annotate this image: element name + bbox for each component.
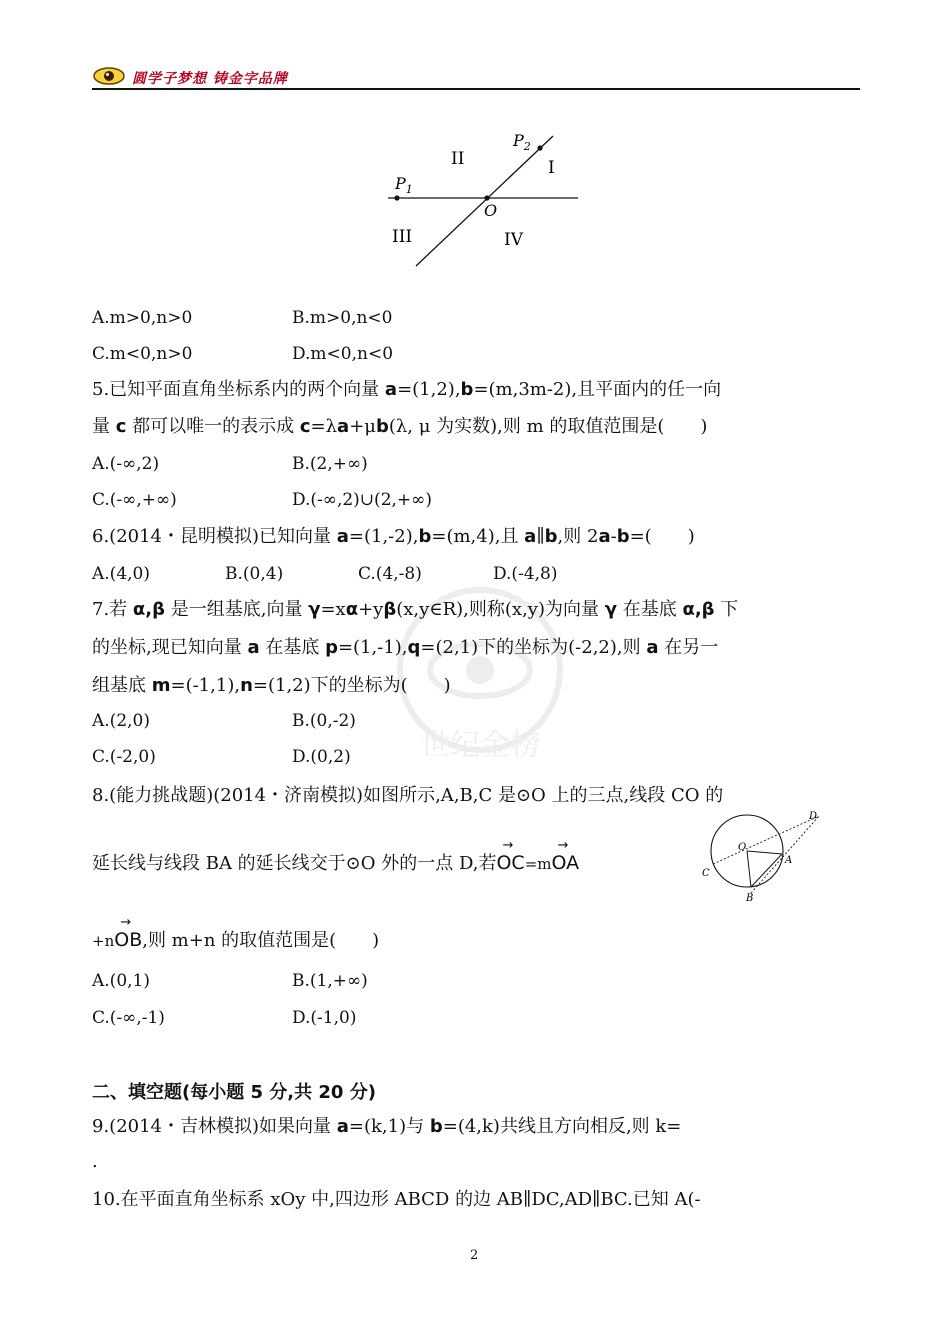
q5-line-2: 量 c 都可以唯一的表示成 c=λa+μb(λ, μ 为实数),则 m 的取值范围是( ) <box>92 416 708 437</box>
q8-option-a: A.(0,1) <box>92 971 150 991</box>
q5-option-a: A.(-∞,2) <box>92 454 160 474</box>
page-number: 2 <box>470 1248 479 1263</box>
q9-line-1: 9.(2014・吉林模拟)如果向量 a=(k,1)与 b=(4,k)共线且方向相反,则 k= <box>92 1116 682 1137</box>
q4-option-a: A.m>0,n>0 <box>92 308 193 328</box>
section-title: 二、填空题(每小题 5 分,共 20 分) <box>92 1082 376 1103</box>
label-o2: O <box>738 842 747 853</box>
label-region-2: II <box>451 149 465 169</box>
vector-oa: → OA <box>551 838 580 874</box>
q6-line-1: 6.(2014・昆明模拟)已知向量 a=(1,-2),b=(m,4),且 a∥b,则 2a-b=( ) <box>92 526 695 547</box>
header-slogan: 圆学子梦想 铸金字品牌 <box>132 71 288 87</box>
vector-oc: → OC <box>496 838 525 874</box>
q7-option-b: B.(0,-2) <box>292 711 356 731</box>
label-d: D <box>809 811 818 822</box>
label-o: O <box>484 201 498 220</box>
label-p1: $P_1$ <box>395 174 413 196</box>
point-p1 <box>394 195 399 200</box>
q8-option-c: C.(-∞,-1) <box>92 1008 165 1028</box>
q7-line-2: 的坐标,现已知向量 a 在基底 p=(1,-1),q=(2,1)下的坐标为(-2,2),则 a 在另一 <box>92 637 719 658</box>
q7-option-c: C.(-2,0) <box>92 747 156 767</box>
q4-option-d: D.m<0,n<0 <box>292 344 394 364</box>
eye-logo-icon <box>92 66 126 86</box>
q5-line-1: 5.已知平面直角坐标系内的两个向量 a=(1,2),b=(m,3m-2),且平面内的任一向 <box>92 379 722 400</box>
line-cd <box>713 816 819 864</box>
figure-regions <box>380 128 590 273</box>
q7-line-1: 7.若 α,β 是一组基底,向量 γ=xα+yβ(x,y∈R),则称(x,y)为向量 γ 在基底 α,β 下 <box>92 599 739 620</box>
q6-option-d: D.(-4,8) <box>493 564 558 584</box>
label-region-4: IV <box>504 230 523 250</box>
label-a: A <box>785 855 793 866</box>
q4-option-b: B.m>0,n<0 <box>292 308 393 328</box>
point-o <box>484 195 489 200</box>
point-p2 <box>537 145 542 150</box>
q7-option-d: D.(0,2) <box>292 747 351 767</box>
q7-line-3: 组基底 m=(-1,1),n=(1,2)下的坐标为( ) <box>92 675 451 696</box>
label-b: B <box>746 893 754 904</box>
segment-ob <box>747 851 751 887</box>
page-header <box>92 64 860 90</box>
q5-option-c: C.(-∞,+∞) <box>92 490 177 510</box>
label-region-3: III <box>392 227 413 247</box>
q9-line-2: . <box>92 1151 98 1172</box>
q8-option-b: B.(1,+∞) <box>292 971 368 991</box>
label-p2: $P_2$ <box>513 131 531 153</box>
vector-ob: → OB <box>114 915 143 951</box>
q8-line-3: +n → OB,则 m+n 的取值范围是( ) <box>92 915 380 951</box>
q6-option-a: A.(4,0) <box>92 564 150 584</box>
label-c: C <box>702 868 710 879</box>
q8-line-2: 延长线与线段 BA 的延长线交于⊙O 外的一点 D,若 → OC=m → OA <box>92 838 580 874</box>
q4-option-c: C.m<0,n>0 <box>92 344 193 364</box>
q5-option-b: B.(2,+∞) <box>292 454 368 474</box>
figure-circle <box>695 806 830 906</box>
segment-oa <box>747 851 782 854</box>
header-rule <box>92 88 860 90</box>
label-region-1: I <box>548 158 555 178</box>
q8-option-d: D.(-1,0) <box>292 1008 357 1028</box>
q10-line-1: 10.在平面直角坐标系 xOy 中,四边形 ABCD 的边 AB∥DC,AD∥BC.已知 A(- <box>92 1189 701 1210</box>
q5-option-d: D.(-∞,2)∪(2,+∞) <box>292 490 432 510</box>
q8-line-1: 8.(能力挑战题)(2014・济南模拟)如图所示,A,B,C 是⊙O 上的三点,线段 CO 的 <box>92 785 724 806</box>
watermark-text: 世纪金榜 <box>420 728 540 763</box>
q6-option-b: B.(0,4) <box>225 564 284 584</box>
q6-option-c: C.(4,-8) <box>358 564 422 584</box>
q7-option-a: A.(2,0) <box>92 711 150 731</box>
